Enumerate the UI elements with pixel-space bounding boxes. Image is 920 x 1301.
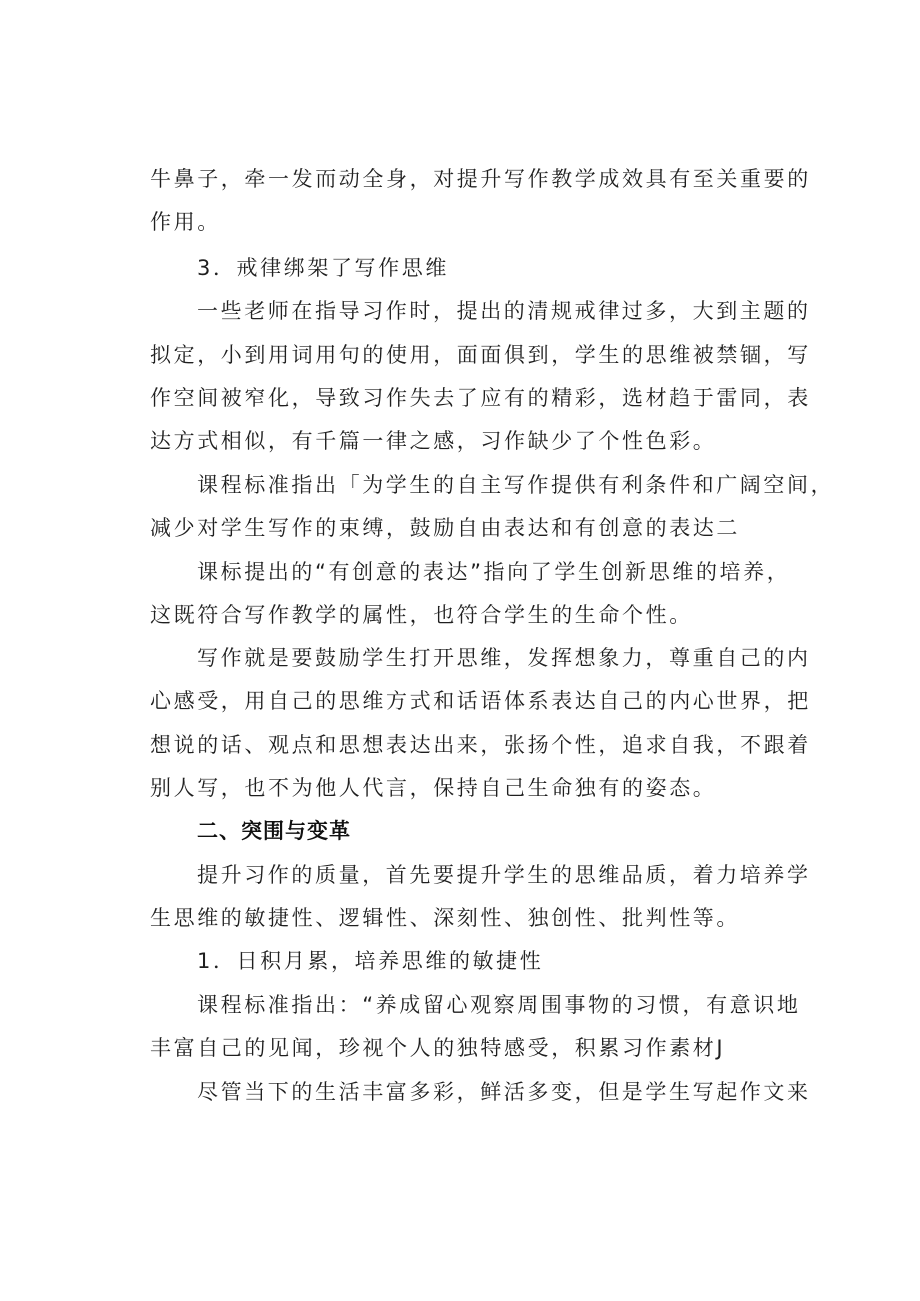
text-line: 课标提出的“有创意的表达”指向了学生创新思维的培养， (197, 560, 791, 584)
text-line: 课程标准指出：“养成留心观察周围事物的习惯，有意识地 (197, 993, 801, 1017)
text-line: 一些老师在指导习作时，提出的清规戒律过多，大到主题的 (197, 299, 811, 323)
text-line: 达方式相似，有千篇一律之感，习作缺少了个性色彩。 (150, 429, 717, 453)
section-subheading: 3．戒律绑架了写作思维 (197, 256, 449, 280)
text-line: 拟定，小到用词用句的使用，面面俱到，学生的思维被禁锢，写 (150, 343, 811, 367)
text-line: 想说的话、观点和思想表达出来，张扬个性，追求自我，不跟着 (150, 733, 811, 757)
text-line: 作用。 (150, 210, 221, 234)
text-line: 作空间被窄化，导致习作失去了应有的精彩，选材趋于雷同，表 (150, 386, 811, 410)
text-line: 生思维的敏捷性、逻辑性、深刻性、独创性、批判性等。 (150, 906, 740, 930)
section-heading: 二、突围与变革 (197, 819, 351, 843)
text-line: 提升习作的质量，首先要提升学生的思维品质，着力培养学 (197, 863, 811, 887)
text-line: 尽管当下的生活丰富多彩，鲜活多变，但是学生写起作文来 (197, 1080, 811, 1104)
text-line: 牛鼻子，牵一发而动全身，对提升写作教学成效具有至关重要的 (150, 167, 811, 191)
text-line: 写作就是要鼓励学生打开思维，发挥想象力，尊重自己的内 (197, 646, 811, 670)
section-subheading: 1．日积月累，培养思维的敏捷性 (197, 949, 544, 973)
text-line: 丰富自己的见闻，珍视个人的独特感受，积累习作素材J (150, 1036, 726, 1060)
text-line: 心感受，用自己的思维方式和话语体系表达自己的内心世界，把 (150, 689, 811, 713)
text-line: 别人写，也不为他人代言，保持自己生命独有的姿态。 (150, 776, 717, 800)
text-line: 减少对学生写作的束缚，鼓励自由表达和有创意的表达二 (150, 516, 740, 540)
text-line: 课程标准指出「为学生的自主写作提供有利条件和广阔空间， (197, 473, 835, 497)
text-line: 这既符合写作教学的属性，也符合学生的生命个性。 (150, 603, 693, 627)
